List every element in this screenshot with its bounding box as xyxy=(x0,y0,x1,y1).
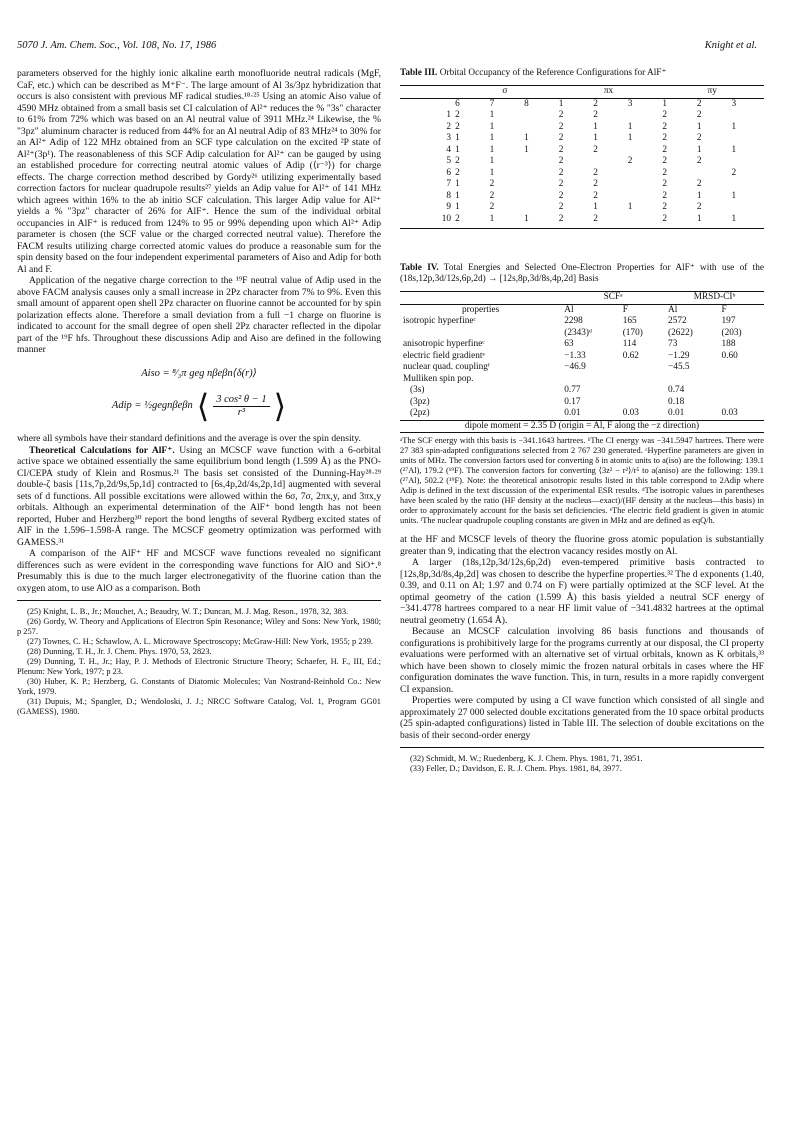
table3-body xyxy=(400,110,764,225)
table-cell: 8 xyxy=(446,190,452,201)
table-cell: 2 xyxy=(455,167,460,178)
table-cell: 188 xyxy=(721,339,736,349)
table-row xyxy=(400,397,764,409)
table3-group-header: σ xyxy=(453,86,557,99)
table-cell xyxy=(522,191,557,203)
fraction-denominator: r³ xyxy=(237,406,246,418)
table-cell: 2 xyxy=(455,156,460,166)
table-cell: 0.60 xyxy=(721,350,738,361)
table-cell: 1 xyxy=(696,144,702,155)
table-cell: 197 xyxy=(721,316,736,326)
table4-caption xyxy=(400,263,764,285)
table-row xyxy=(400,122,764,134)
table-row xyxy=(400,339,764,351)
table-cell xyxy=(729,156,764,168)
table-cell: 1 xyxy=(455,202,460,212)
table4-caption-text: Total Energies and Selected One-Electron Properties for AlF⁺ with use of the (18s,12p,3d/12s,6p,2d) → [12s,8p,3d/8s,4p,2d] Basis xyxy=(400,263,764,284)
table-cell: 1 xyxy=(593,121,598,132)
table4 xyxy=(400,291,764,432)
table-cell: 2 xyxy=(593,167,598,178)
table-cell: electric field gradientᵉ xyxy=(403,350,485,361)
table-cell: 1 xyxy=(524,213,529,224)
table-cell: 1 xyxy=(593,202,598,212)
table-cell: 1 xyxy=(731,190,737,201)
table-cell: 1 xyxy=(696,190,702,201)
equation-adip xyxy=(17,388,381,424)
table-cell: 1 xyxy=(446,110,452,120)
table-cell: 114 xyxy=(622,339,637,349)
table3 xyxy=(400,85,764,225)
angle-bracket-close-icon: ⟩ xyxy=(273,388,287,424)
table-cell xyxy=(522,202,557,214)
table-row xyxy=(400,145,764,157)
table-cell: 1 xyxy=(524,144,529,155)
table-row xyxy=(400,351,764,363)
running-header-right: Knight et al. xyxy=(704,40,757,51)
right-column xyxy=(400,68,764,774)
table-cell xyxy=(626,214,661,226)
table-cell: 2 xyxy=(662,179,667,189)
table3-sub-header: 2 xyxy=(591,98,626,110)
table-cell: −45.5 xyxy=(668,362,690,372)
table-cell xyxy=(626,179,661,191)
table-cell: 1 xyxy=(731,144,737,155)
table3-sub-header: 3 xyxy=(729,98,764,110)
table-cell: 9 xyxy=(446,202,452,212)
table4-col-group: MRSD-CIᵇ xyxy=(665,292,764,305)
table-cell: 2 xyxy=(558,190,564,201)
reference: (31) Dupuis, M.; Spangler, D.; Wendoloski, J. J.; NRCC Software Catalog, Vol. 1, Program GG01 (GAMESS), 1980. xyxy=(17,697,381,716)
table-cell: (2622) xyxy=(668,327,693,338)
table-cell: 2 xyxy=(662,121,667,132)
table-cell: 2 xyxy=(662,144,667,155)
table-cell: 0.62 xyxy=(622,350,639,361)
table-cell xyxy=(620,374,665,386)
table3-sub-header: 1 xyxy=(557,98,592,110)
table-cell: 4 xyxy=(446,144,452,155)
table-cell xyxy=(522,179,557,191)
table4-col-header: F xyxy=(719,304,764,316)
table-cell: 63 xyxy=(564,339,574,349)
table-cell: 2 xyxy=(593,110,598,120)
table-cell: 2 xyxy=(558,167,564,178)
table3-caption-text: Orbital Occupancy of the Reference Configurations for AlF⁺ xyxy=(437,68,667,78)
table-cell: 165 xyxy=(622,316,637,326)
table-row xyxy=(400,179,764,191)
table-cell: 1 xyxy=(593,133,598,143)
table-cell: 2 xyxy=(489,190,495,201)
table-cell: 0.03 xyxy=(721,408,738,418)
table-cell: 2 xyxy=(593,213,598,224)
table-cell: 1 xyxy=(696,213,702,224)
reference: (28) Dunning, T. H., Jr. J. Chem. Phys. 1970, 53, 2823. xyxy=(27,647,212,656)
table3-sub-header: 3 xyxy=(626,98,661,110)
table-cell xyxy=(626,110,661,122)
table3-group-header: πx xyxy=(557,86,661,99)
equation-fraction xyxy=(213,394,269,418)
table-cell xyxy=(695,168,730,180)
table-row xyxy=(400,385,764,397)
paragraph: at the HF and MCSCF levels of theory the fluorine gross atomic population is substantially greater than 9, indicating that the electron vacancy resides mostly on Al. xyxy=(400,534,764,557)
table-cell: 2 xyxy=(593,179,598,189)
table-cell: 73 xyxy=(668,339,678,349)
table-cell: 1 xyxy=(489,156,495,166)
table-cell: 1 xyxy=(696,121,702,132)
table-cell: 2 xyxy=(662,110,667,120)
table-rule xyxy=(400,432,764,433)
table-cell: 1 xyxy=(524,133,529,143)
section-run-head: Theoretical Calculations for AlF⁺. xyxy=(29,444,175,456)
table-cell: (2pz) xyxy=(403,408,430,418)
table-cell xyxy=(620,362,665,374)
table3-group-header: πy xyxy=(660,86,764,99)
table-cell: 1 xyxy=(489,167,495,178)
reference: (25) Knight, L. B., Jr.; Mouchet, A.; Beaudry, W. T.; Duncan, M. J. Mag. Reson., 1978, 32, 383. xyxy=(27,607,349,616)
table-row xyxy=(400,328,764,340)
table-cell: 1 xyxy=(455,179,460,189)
table-cell: 2 xyxy=(593,144,598,155)
table-cell: 2 xyxy=(558,156,564,166)
table-row xyxy=(400,168,764,180)
paragraph: Properties were computed by using a CI wave function which consisted of all single and approximately 27 000 selected double excitations generated from the 10 space orbital products (25 spin-adapted configurations) listed in Table III. The selection of double excitations on the basis of their second-order energy xyxy=(400,695,764,741)
table-cell: 2 xyxy=(446,121,452,132)
table-cell: 1 xyxy=(731,121,737,132)
table4-col-group: SCFᵃ xyxy=(561,292,665,305)
table-cell: (2343)ᵈ xyxy=(564,327,592,338)
table-cell: 0.01 xyxy=(564,408,581,418)
table-cell: Mulliken spin pop. xyxy=(403,373,474,384)
table-row xyxy=(400,202,764,214)
table-cell: (3pz) xyxy=(403,396,430,407)
table-cell xyxy=(620,397,665,409)
table-cell: 2 xyxy=(662,156,667,166)
paragraph-text: Using an MCSCF wave function with a 6-orbital active space we obtained essentially the same equilibrium bond length (1.599 Å) as the PNO-CI/CEPA study of Klein and Rosmus.²¹ The basis set consisted of the Dunning-Hay²⁸·²⁹ double-ζ basis [11s,7p,2d/9s,5p,1d] contracted to [6s,4p,2d/4s,2p,1d] augmented with several sets of d functions. All possible excitations were allowed within the 6σ, 7σ, 2πx,y, and 3πx,y orbitals. Although an experimental determination of the AlF⁺ bond length has not been reported, Huber and Herzberg³⁰ report the bond lengths of several Rydberg excited states of AlF in the 1.596–1.598-Å range. The MCSCF geometry optimization was performed with GAMESS.³¹ xyxy=(17,444,381,548)
table-cell xyxy=(522,110,557,122)
table-cell: 0.03 xyxy=(622,408,639,418)
table-cell: 2 xyxy=(558,202,564,212)
table-cell: 2 xyxy=(696,110,702,120)
paragraph: where all symbols have their standard definitions and the average is over the spin density. xyxy=(17,433,361,444)
table-cell: 10 xyxy=(441,213,452,224)
table3-label: Table III. xyxy=(400,68,438,78)
reference: (33) Feller, D.; Davidson, E. R. J. Chem. Phys. 1981, 84, 3977. xyxy=(410,764,622,773)
references-right xyxy=(400,747,764,774)
table-cell xyxy=(626,191,661,203)
table-cell: 0.74 xyxy=(668,385,685,395)
table-cell: 5 xyxy=(446,156,452,166)
table-cell: 1 xyxy=(489,144,495,155)
table-cell xyxy=(729,202,764,214)
table-cell: 1 xyxy=(627,133,633,143)
table-cell xyxy=(729,133,764,145)
table-cell xyxy=(719,397,764,409)
table3-sub-header: 2 xyxy=(695,98,730,110)
table-cell: 6 xyxy=(446,167,452,178)
table4-col-header: F xyxy=(620,304,665,316)
table-cell: 3 xyxy=(446,133,452,143)
table-cell: (3s) xyxy=(403,385,425,395)
reference: (26) Gordy, W. Theory and Applications of Electron Spin Resonance; Wiley and Sons: New York, 1980; p 257. xyxy=(17,617,381,636)
table-cell: 2 xyxy=(662,213,667,224)
table-cell xyxy=(719,374,764,386)
table4-body xyxy=(400,316,764,420)
table-cell xyxy=(522,122,557,134)
paragraph xyxy=(17,445,381,549)
paragraph: Application of the negative charge correction to the ¹⁹F neutral value of Adip used in the above FACM analysis causes only a small increase in 2Pz character from 7% to 9%. Even this small amount of apparent open shell 2Pz character on fluorine cannot be accounted for by spin polarization effects alone. Therefore a small deviation from a full −1 charge on fluorine is indicated to account for the small degree of open shell 2Pz character reflected in the dipolar part of the ¹⁹F hfs. Throughout these discussions Adip and Aiso are defined in the following manner xyxy=(17,275,381,355)
reference: (32) Schmidt, M. W.; Ruedenberg, K. J. Chem. Phys. 1981, 71, 3951. xyxy=(410,754,643,763)
table-cell: 2 xyxy=(489,202,495,212)
table-row xyxy=(400,362,764,374)
fraction-numerator: 3 cos² θ − 1 xyxy=(213,394,269,407)
paragraph: A comparison of the AlF⁺ HF and MCSCF wave functions revealed no significant differences such as were evident in the corresponding wave functions for AlO and SiO⁺.⁸ Presumably this is due to the much larger electronegativity of the fluorine cation than the oxygen atom, to use AlO as a comparison. Both xyxy=(17,548,381,594)
left-column xyxy=(17,68,381,717)
table-cell xyxy=(626,145,661,157)
table-cell: 0.18 xyxy=(668,396,685,407)
table-row xyxy=(400,156,764,168)
table3-caption xyxy=(400,68,764,79)
table-cell: 2 xyxy=(558,110,564,120)
table-cell: 2 xyxy=(455,121,460,132)
table-cell: 1 xyxy=(455,190,460,201)
table-rule xyxy=(400,228,764,229)
table-cell xyxy=(522,168,557,180)
equation-lhs: Adip = ½gegnβeβn xyxy=(111,400,193,412)
table-cell: 2 xyxy=(662,202,667,212)
table-cell: (170) xyxy=(622,327,643,338)
table-cell: 2 xyxy=(696,202,702,212)
table-cell: anisotropic hyperfineᶜ xyxy=(403,339,485,349)
table-cell: isotropic hyperfineᶜ xyxy=(403,316,476,326)
table4-footnotes: ᵃThe SCF energy with this basis is −341.1643 hartrees. ᵇThe CI energy was −341.5947 hartrees. There were 27 383 spin-adapted configurations selected from 2 767 230 generated. ᶜHyperfine parameters are given in units of MHz. The conversion factors used for converting δ in atomic units to a(iso) are the following: 139.1 (²⁷Al), 179.2 (¹⁹F). The conversion factors for converting ⟨3z² − r²⟩/r⁵ to a(aniso) are the following: 139.1 (²⁷Al), 502.2 (¹⁹F). Note: the theoretical anisotropic results listed in this table correspond to 2Adip where Adip is defined in the text discussion of the experimental ESR results. ᵈThe isotropic values in parentheses have been scaled by the ratio (HF density at the nucleus—exact)/(HF density at the nucleus—this basis) in order to approximately account for the basis set deficiencies. ᵉThe electric field gradient is given in atomic units. ᶠThe nuclear quadrupole coupling constants are given in MHz and are defined as eqQ/h. xyxy=(400,436,764,525)
table-cell xyxy=(522,156,557,168)
table-cell xyxy=(400,328,561,340)
table-cell: 2 xyxy=(558,179,564,189)
table4-col-header: properties xyxy=(400,304,561,316)
table-cell: 1 xyxy=(627,121,633,132)
table3-sub-header: 6 xyxy=(453,98,488,110)
reference: (27) Townes, C. H.; Schawlow, A. L. Microwave Spectroscopy; McGraw-Hill: New York, 1955; p 239. xyxy=(27,637,373,646)
table-cell: 2 xyxy=(696,179,702,189)
table-cell: 1 xyxy=(489,110,495,120)
table-cell xyxy=(561,374,619,386)
table4-dipole: dipole moment = 2.35 D (origin = Al, F along the −z direction) xyxy=(400,420,764,432)
table-row xyxy=(400,110,764,122)
table-cell xyxy=(626,168,661,180)
table-row xyxy=(400,133,764,145)
table3-sub-header: 7 xyxy=(488,98,523,110)
table-cell: 2 xyxy=(558,213,564,224)
table-cell: 2 xyxy=(662,190,667,201)
table-cell: 1 xyxy=(489,213,495,224)
table-cell: 2 xyxy=(662,133,667,143)
table-cell xyxy=(729,110,764,122)
table-cell xyxy=(719,362,764,374)
table3-sub-header: 1 xyxy=(660,98,695,110)
table4-col-header: Al xyxy=(561,304,619,316)
table-cell xyxy=(665,374,718,386)
table-row xyxy=(400,316,764,328)
table-row xyxy=(400,408,764,420)
paragraph: Because an MCSCF calculation involving 86 basis functions and thousands of configurations is prohibitively large for the programs currently at our disposal, the CI property evaluations were performed with an alternative set of virtual orbitals, known as K orbitals,³³ which have been shown to closely mimic the frozen natural orbitals in cases where the HF configuration dominates the wave function. This, in turn, results in a more rapidly convergent CI expansion. xyxy=(400,626,764,695)
table-cell: 2 xyxy=(558,133,564,143)
table-cell: 2 xyxy=(696,156,702,166)
table-cell: 1 xyxy=(731,213,737,224)
table-cell: 2298 xyxy=(564,316,583,326)
table-cell: 1 xyxy=(489,121,495,132)
table-row xyxy=(400,214,764,226)
table3-sub-header: 8 xyxy=(522,98,557,110)
table-cell: 2 xyxy=(662,167,667,178)
table-cell: 2 xyxy=(558,144,564,155)
table-cell: 1 xyxy=(627,202,633,212)
table4-label: Table IV. xyxy=(400,263,439,273)
table-cell: 2 xyxy=(731,167,737,178)
table-cell: 2 xyxy=(593,190,598,201)
table-cell: 0.01 xyxy=(668,408,685,418)
table-cell: (203) xyxy=(721,327,742,338)
table-row xyxy=(400,191,764,203)
table-cell: nuclear quad. couplingᶠ xyxy=(403,362,490,372)
table-cell: 0.77 xyxy=(564,385,581,395)
paragraph: parameters observed for the highly ionic alkaline earth monofluoride neutral radicals (MgF, CaF, etc.) which can be described as M⁺F⁻. The large amount of Al 3s/3pz hybridization that occurs is also consistent with previous MF radical studies.¹⁸·²⁵ Using an atomic Aiso value of 4590 MHz obtained from a small basis set CI calculation of Al²⁺ reduces the % "3s" character to 61% from 72% which was based on an Al neutral value of 3911 MHz.²⁴ Likewise, the % "3pz" aluminum character is reduced from 44% for an Al neutral Adip of 83 MHz²⁴ to 30% for an Al²⁺ Adip of 122 MHz obtained from an SCF type calculation on the excited ²P state of Al²⁺(3p¹). The reasonableness of this SCF Adip calculation for Al²⁺ can be gauged by using an established procedure for correcting neutral atomic values of Adip (⟨r⁻³⟩) for charge effects. The charge correction method described by Gordy²⁶ utilizing experimentally based correction factors for nuclear quadrupole results²⁷ yields an Adip value for Al²⁺ of 141 MHz which agrees within 16% to the ab initio SCF calculation. This larger Adip value for Al²⁺ yields a % "3pz" character of 26% for AlF⁺. Hence the sum of the individual orbital occupancies in AlF⁺ is reduced from 124% to 95 or 99% depending upon which Al²⁺ Adip parameter is chosen (the SCF value or the charged corrected neutral value). Therefore the FACM results utilizing charge corrected atomic values do produce a reasonable sum for the spin density based on the four independent experimental parameters of Aiso and Adip for both Al and F. xyxy=(17,68,381,275)
table-cell: 2 xyxy=(455,213,460,224)
equation-aiso: Aiso = ⁸⁄₃π geg nβeβn⟨δ(r)⟩ xyxy=(141,367,257,379)
table-cell: 1 xyxy=(455,133,460,143)
table4-col-header: Al xyxy=(665,304,718,316)
table-cell: 2 xyxy=(558,121,564,132)
running-header-left: 5070 J. Am. Chem. Soc., Vol. 108, No. 17, 1986 xyxy=(17,40,217,51)
references-left xyxy=(17,600,381,717)
table-cell: 2 xyxy=(627,156,633,166)
table-cell: 0.17 xyxy=(564,396,581,407)
reference: (29) Dunning, T. H., Jr.; Hay, P. J. Methods of Electronic Structure Theory; Schaefer, H. F., III, Ed.; Plenum: New York, 1977; p 23. xyxy=(17,657,381,676)
paragraph: A larger (18s,12p,3d/12s,6p,2d) even-tempered primitive basis contracted to [12s,8p,3d/8s,4p,2d] was chosen to describe the hyperfine properties.³² The d exponents (1.40, 0.39, and 0.11 on Al; 1.97 and 0.74 on F) were partially optimized at the SCF level. At the optimal geometry of the cation (1.599 Å) this basis yielded a neutral SCF energy of −341.4778 hartrees compared to a near HF limit value of −341.4832 hartrees at the optimal neutral geometry (1.654 Å). xyxy=(400,557,764,626)
table-cell: 2 xyxy=(455,110,460,120)
table-cell xyxy=(620,385,665,397)
table-cell: 7 xyxy=(446,179,452,189)
table-cell: 1 xyxy=(455,144,460,155)
table-cell: −1.29 xyxy=(668,350,690,361)
reference: (30) Huber, K. P.; Herzberg, G. Constants of Diatomic Molecules; Van Nostrand-Reinhold Co.: New York, 1979. xyxy=(17,677,381,696)
angle-bracket-open-icon: ⟨ xyxy=(196,388,210,424)
table-cell: 2572 xyxy=(668,316,687,326)
table-row xyxy=(400,374,764,386)
table-cell: 2 xyxy=(489,179,495,189)
table-cell xyxy=(729,179,764,191)
table-cell xyxy=(591,156,626,168)
table-cell xyxy=(719,385,764,397)
table-cell: 2 xyxy=(696,133,702,143)
table-cell: 1 xyxy=(489,133,495,143)
table-cell: −46.9 xyxy=(564,362,586,372)
table-cell: −1.33 xyxy=(564,350,586,361)
